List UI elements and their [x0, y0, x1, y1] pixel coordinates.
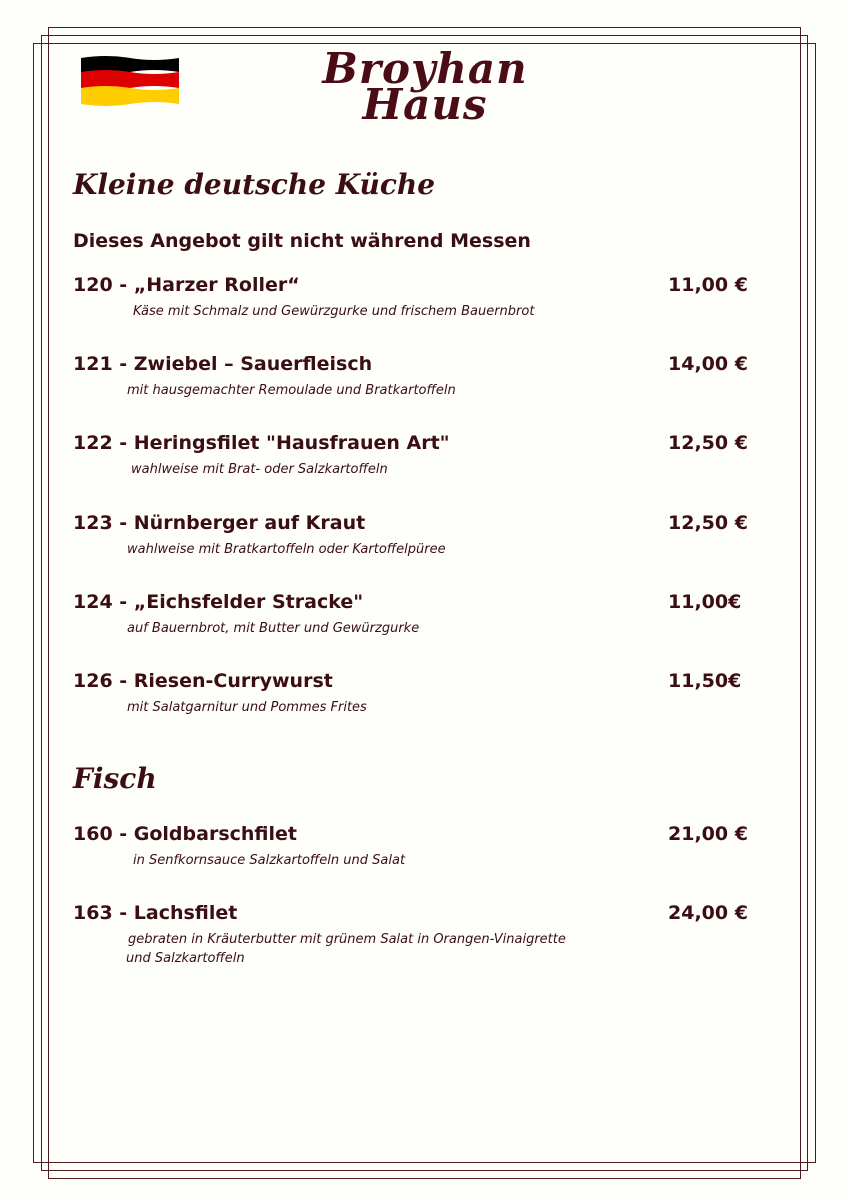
menu-item-name: 123 - Nürnberger auf Kraut [73, 512, 366, 534]
menu-item-description: mit Salatgarnitur und Pommes Frites [127, 700, 367, 715]
menu-item-price: 12,50 € [668, 432, 748, 454]
menu-item-description: wahlweise mit Bratkartoffeln oder Kartoffelpüree [127, 542, 446, 557]
menu-item-name: 121 - Zwiebel – Sauerfleisch [73, 353, 373, 375]
section-title-kleine-kueche: Kleine deutsche Küche [73, 168, 436, 201]
brand-logo [320, 44, 530, 140]
menu-item-name: 163 - Lachsfilet [73, 902, 238, 924]
menu-item-price: 11,00€ [668, 591, 742, 613]
menu-item-price: 12,50 € [668, 512, 748, 534]
menu-item-description: Käse mit Schmalz und Gewürzgurke und frischem Bauernbrot [133, 304, 535, 319]
menu-item-description: gebraten in Kräuterbutter mit grünem Salat in Orangen-Vinaigrette [128, 932, 566, 947]
menu-item-price: 11,00 € [668, 274, 748, 296]
menu-item-name: 122 - Heringsfilet "Hausfrauen Art" [73, 432, 450, 454]
menu-item-description: auf Bauernbrot, mit Butter und Gewürzgurke [127, 621, 420, 636]
menu-item-price: 21,00 € [668, 823, 748, 845]
menu-item-description: in Senfkornsauce Salzkartoffeln und Salat [133, 853, 406, 868]
menu-item-description: wahlweise mit Brat- oder Salzkartoffeln [131, 462, 388, 477]
menu-item-name: 126 - Riesen-Currywurst [73, 670, 333, 692]
logo-line-1: Broyhan [322, 44, 528, 93]
section-title-fisch: Fisch [73, 762, 157, 795]
logo-line-2: Haus [362, 79, 488, 129]
menu-item-description: mit hausgemachter Remoulade und Bratkartoffeln [127, 383, 456, 398]
menu-item-price: 24,00 € [668, 902, 748, 924]
menu-item-name: 120 - „Harzer Roller“ [73, 274, 300, 296]
menu-item-name: 160 - Goldbarschfilet [73, 823, 297, 845]
menu-item-name: 124 - „Eichsfelder Stracke" [73, 591, 364, 613]
germany-flag-icon [81, 54, 179, 108]
offer-notice: Dieses Angebot gilt nicht während Messen [73, 230, 531, 252]
menu-item-description-continued: und Salzkartoffeln [126, 951, 245, 966]
menu-item-price: 14,00 € [668, 353, 748, 375]
menu-item-price: 11,50€ [668, 670, 742, 692]
